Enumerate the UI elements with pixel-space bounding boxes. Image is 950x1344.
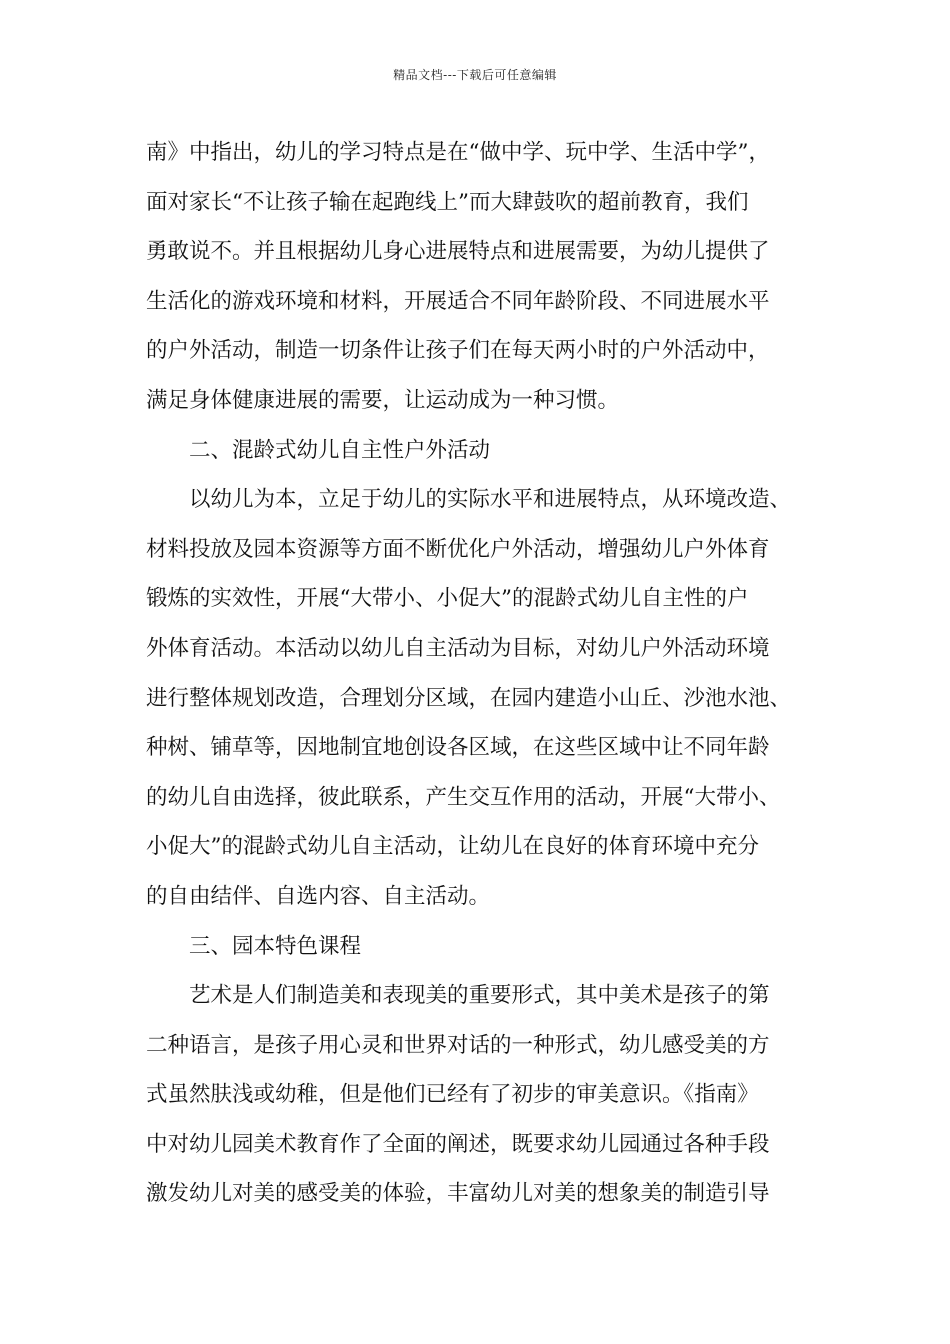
paragraph-line: 材料投放及园本资源等方面不断优化户外活动，增强幼儿户外体育 bbox=[146, 536, 770, 562]
paragraph-line: 二种语言，是孩子用心灵和世界对话的一种形式，幼儿感受美的方 bbox=[146, 1032, 770, 1058]
paragraph-line: 生活化的游戏环境和材料，开展适合不同年龄阶段、不同进展水平 bbox=[146, 288, 770, 314]
paragraph-line: 中对幼儿园美术教育作了全面的阐述，既要求幼儿园通过各种手段 bbox=[146, 1131, 770, 1157]
section-heading: 三、园本特色课程 bbox=[189, 933, 362, 959]
paragraph-line: 的户外活动，制造一切条件让孩子们在每天两小时的户外活动中， bbox=[146, 338, 770, 364]
document-body bbox=[146, 128, 846, 1219]
paragraph-line: 锻炼的实效性，开展“大带小、小促大”的混龄式幼儿自主性的户 bbox=[146, 586, 749, 612]
paragraph-line: 进行整体规划改造，合理划分区域，在园内建造小山丘、沙池水池、 bbox=[146, 685, 792, 711]
section-heading: 二、混龄式幼儿自主性户外活动 bbox=[189, 437, 491, 463]
paragraph-line: 的自由结伴、自选内容、自主活动。 bbox=[146, 883, 491, 909]
paragraph-line: 式虽然肤浅或幼稚，但是他们已经有了初步的审美意识。《指南》 bbox=[146, 1082, 759, 1108]
paragraph-line: 满足身体健康进展的需要，让运动成为一种习惯。 bbox=[146, 387, 620, 413]
paragraph-line: 面对家长“不让孩子输在起跑线上”而大肆鼓吹的超前教育，我们 bbox=[146, 189, 749, 215]
paragraph-line: 种树、铺草等，因地制宜地创设各区域，在这些区域中让不同年龄 bbox=[146, 735, 770, 761]
paragraph-line: 勇敢说不。并且根据幼儿身心进展特点和进展需要，为幼儿提供了 bbox=[146, 239, 770, 265]
page-header: 精品文档---下载后可任意编辑 bbox=[393, 68, 557, 82]
paragraph-line: 小促大”的混龄式幼儿自主活动，让幼儿在良好的体育环境中充分 bbox=[146, 834, 759, 860]
paragraph-line: 激发幼儿对美的感受美的体验，丰富幼儿对美的想象美的制造引导 bbox=[146, 1181, 770, 1207]
paragraph-line: 外体育活动。本活动以幼儿自主活动为目标，对幼儿户外活动环境 bbox=[146, 635, 770, 661]
paragraph-line: 以幼儿为本，立足于幼儿的实际水平和进展特点，从环境改造、 bbox=[189, 487, 792, 513]
paragraph-line: 的幼儿自由选择，彼此联系，产生交互作用的活动，开展“大带小、 bbox=[146, 784, 781, 810]
paragraph-line: 艺术是人们制造美和表现美的重要形式，其中美术是孩子的第 bbox=[189, 983, 770, 1009]
paragraph-line: 南》中指出，幼儿的学习特点是在“做中学、玩中学、生活中学”， bbox=[146, 140, 770, 165]
